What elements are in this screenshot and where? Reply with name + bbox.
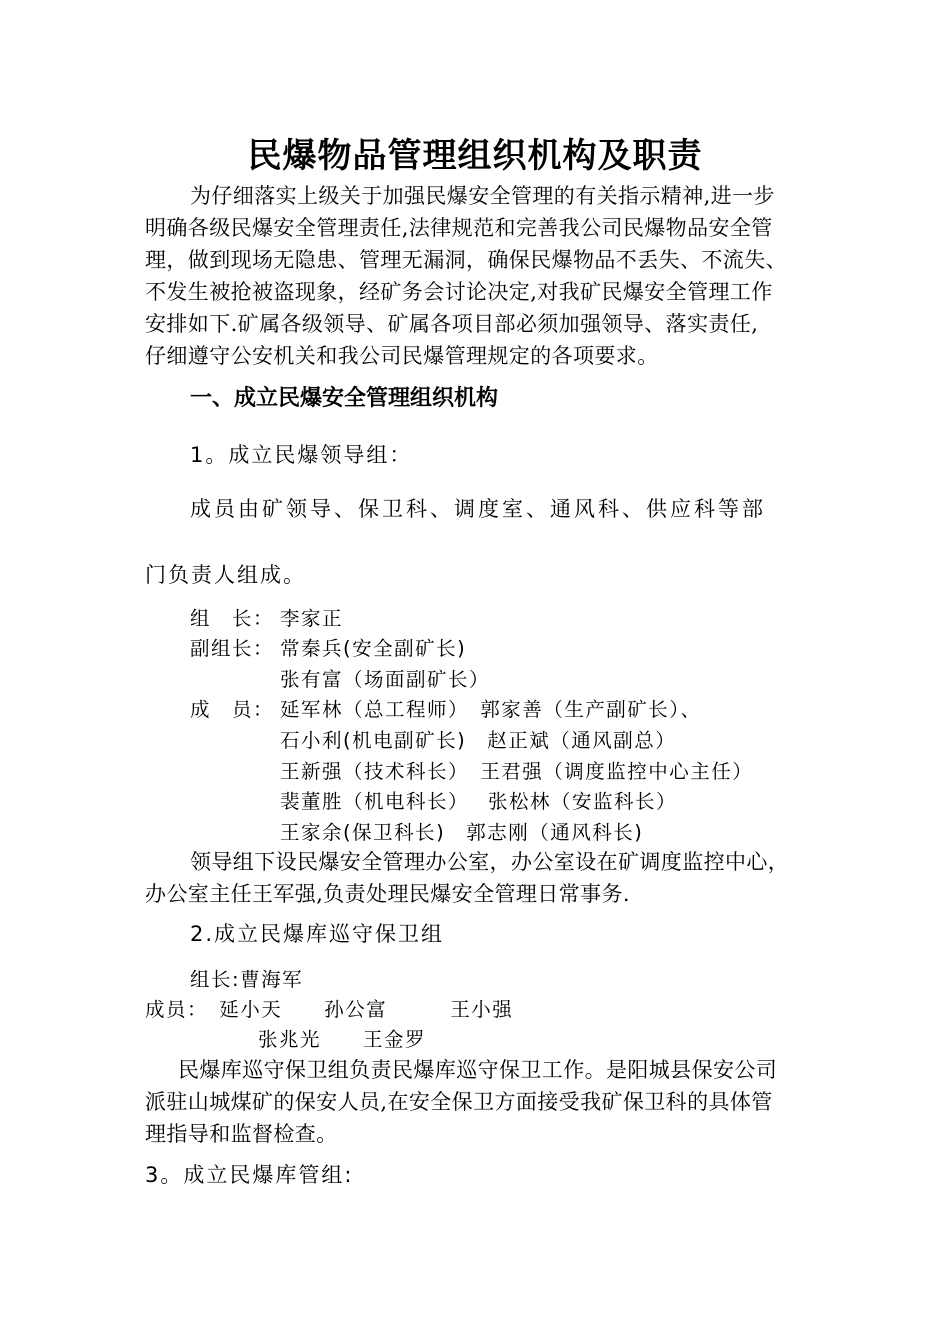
- intro-line-2: 明确各级民爆安全管理责任,法律规范和完善我公司民爆物品安全管: [145, 216, 773, 240]
- subsection-1-heading: 1。成立民爆领导组：: [190, 443, 413, 467]
- subsection-3-heading: 3。成立民爆库管组:: [145, 1163, 354, 1187]
- member-line-1: 延军林（总工程师） 郭家善（生产副矿长）、: [280, 698, 702, 721]
- section-1-heading: 一、成立民爆安全管理组织机构: [190, 386, 499, 411]
- office-line-1: 领导组下设民爆安全管理办公室，办公室设在矿调度监控中心，: [190, 850, 790, 874]
- deputy-label: 副组长：: [190, 637, 275, 660]
- patrol-desc-line-2: 派驻山城煤矿的保安人员,在安全保卫方面接受我矿保卫科的具体管: [145, 1090, 773, 1114]
- intro-line-6: 仔细遵守公安机关和我公司民爆管理规定的各项要求。: [145, 344, 659, 368]
- patrol-members-line-2: 张兆光 王金罗: [258, 1028, 427, 1051]
- patrol-members-line-1: 成员： 延小天 孙公富 王小强: [145, 998, 514, 1021]
- document-title: 民爆物品管理组织机构及职责: [247, 136, 703, 176]
- intro-line-4: 不发生被抢被盗现象，经矿务会讨论决定,对我矿民爆安全管理工作: [145, 280, 773, 304]
- member-line-2: 石小利(机电副矿长) 赵正斌（通风副总）: [280, 729, 677, 752]
- member-label: 成 员：: [190, 698, 275, 721]
- intro-line-1: 为仔细落实上级关于加强民爆安全管理的有关指示精神,进一步: [190, 184, 775, 208]
- intro-line-3: 理，做到现场无隐患、管理无漏洞，确保民爆物品不丢失、不流失、: [145, 248, 787, 272]
- subsection-1-desc-line-1: 成员由矿领导、保卫科、调度室、通风科、供应科等部: [190, 497, 766, 521]
- member-line-5: 王家余(保卫科长) 郭志刚（通风科长): [280, 821, 644, 844]
- leader-label: 组 长：: [190, 607, 275, 630]
- deputy-line-1: 常秦兵(安全副矿长): [280, 637, 467, 660]
- intro-line-5: 安排如下.矿属各级领导、矿属各项目部必须加强领导、落实责任,: [145, 312, 759, 336]
- leader-name: 李家正: [280, 607, 344, 630]
- member-line-4: 裴董胜（机电科长） 张松林（安监科长）: [280, 790, 677, 813]
- member-line-3: 王新强（技术科长） 王君强（调度监控中心主任）: [280, 760, 754, 783]
- office-line-2: 办公室主任王军强,负责处理民爆安全管理日常事务.: [145, 882, 630, 906]
- patrol-desc-line-1: 民爆库巡守保卫组负责民爆库巡守保卫工作。是阳城县保安公司: [178, 1058, 778, 1082]
- subsection-2-heading: 2.成立民爆库巡守保卫组: [190, 922, 445, 946]
- patrol-leader: 组长:曹海军: [190, 968, 304, 991]
- deputy-line-2: 张有富（场面副矿长）: [280, 668, 491, 691]
- subsection-1-desc-line-2: 门负责人组成。: [145, 563, 306, 587]
- patrol-desc-line-3: 理指导和监督检查。: [145, 1122, 338, 1146]
